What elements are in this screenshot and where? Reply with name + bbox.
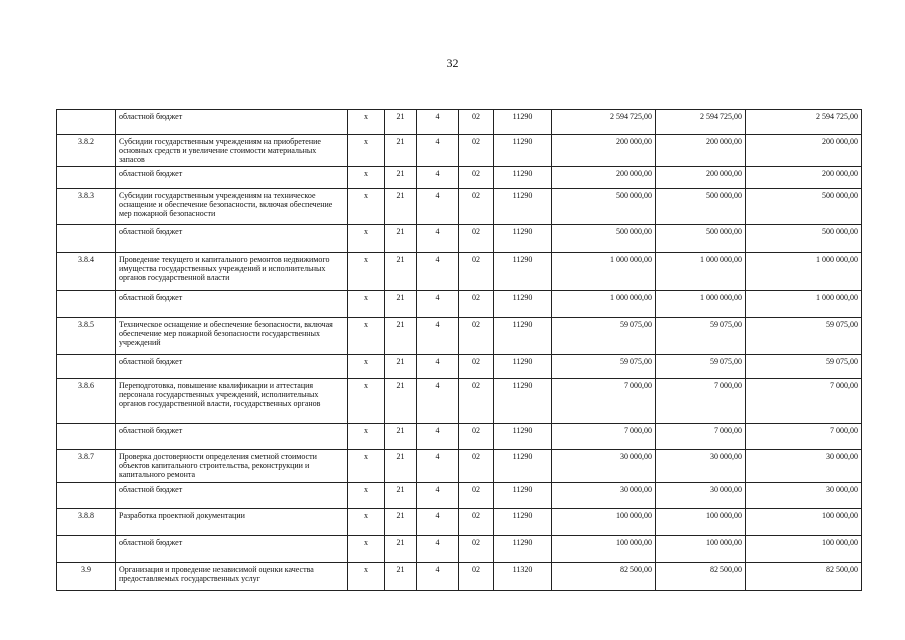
cell-c1: x: [348, 563, 385, 591]
cell-v2: 59 075,00: [656, 355, 746, 379]
cell-c3: 4: [417, 253, 459, 291]
row-name: Техническое оснащение и обеспечение безопасности, включая обеспечение мер пожарной безопасности государственных учреждений: [116, 318, 348, 355]
cell-v3: 30 000,00: [746, 450, 862, 483]
cell-c3: 4: [417, 450, 459, 483]
cell-v1: 100 000,00: [552, 536, 656, 563]
cell-c3: 4: [417, 536, 459, 563]
cell-v3: 1 000 000,00: [746, 253, 862, 291]
cell-c2: 21: [385, 424, 417, 450]
cell-v2: 500 000,00: [656, 225, 746, 253]
cell-c2: 21: [385, 355, 417, 379]
cell-c1: x: [348, 110, 385, 135]
cell-c4: 02: [459, 355, 494, 379]
cell-c4: 02: [459, 536, 494, 563]
cell-c1: x: [348, 291, 385, 318]
cell-c1: x: [348, 318, 385, 355]
cell-c3: 4: [417, 167, 459, 189]
cell-v1: 500 000,00: [552, 225, 656, 253]
cell-c3: 4: [417, 424, 459, 450]
row-name: областной бюджет: [116, 167, 348, 189]
cell-c3: 4: [417, 483, 459, 509]
row-number: 3.8.7: [57, 450, 116, 483]
cell-c1: x: [348, 450, 385, 483]
row-name: Переподготовка, повышение квалификации и аттестация персонала государственных учреждений, исполнительных органов государственной власти, государственных органов: [116, 379, 348, 424]
row-name: областной бюджет: [116, 110, 348, 135]
row-name: областной бюджет: [116, 225, 348, 253]
cell-v2: 1 000 000,00: [656, 291, 746, 318]
cell-c1: x: [348, 253, 385, 291]
cell-c3: 4: [417, 291, 459, 318]
cell-c1: x: [348, 355, 385, 379]
cell-v2: 30 000,00: [656, 483, 746, 509]
cell-c2: 21: [385, 379, 417, 424]
cell-c1: x: [348, 135, 385, 167]
cell-c3: 4: [417, 189, 459, 225]
cell-c2: 21: [385, 536, 417, 563]
row-number: [57, 483, 116, 509]
cell-c2: 21: [385, 167, 417, 189]
cell-c2: 21: [385, 318, 417, 355]
cell-v1: 7 000,00: [552, 379, 656, 424]
cell-c3: 4: [417, 563, 459, 591]
cell-c2: 21: [385, 135, 417, 167]
cell-c2: 21: [385, 483, 417, 509]
cell-v2: 7 000,00: [656, 379, 746, 424]
cell-c1: x: [348, 483, 385, 509]
cell-c2: 21: [385, 291, 417, 318]
cell-v3: 200 000,00: [746, 167, 862, 189]
cell-c2: 21: [385, 189, 417, 225]
row-number: 3.9: [57, 563, 116, 591]
cell-v2: 100 000,00: [656, 536, 746, 563]
cell-v2: 200 000,00: [656, 167, 746, 189]
row-name: областной бюджет: [116, 291, 348, 318]
cell-v2: 82 500,00: [656, 563, 746, 591]
table-row: [57, 167, 862, 189]
table-row: [57, 253, 862, 291]
cell-c3: 4: [417, 318, 459, 355]
cell-v1: 7 000,00: [552, 424, 656, 450]
cell-c4: 02: [459, 135, 494, 167]
cell-c5: 11290: [494, 253, 552, 291]
cell-v3: 100 000,00: [746, 536, 862, 563]
table-row: [57, 318, 862, 355]
row-name: Разработка проектной документации: [116, 509, 348, 536]
row-number: [57, 110, 116, 135]
cell-c5: 11290: [494, 483, 552, 509]
cell-c1: x: [348, 536, 385, 563]
cell-c4: 02: [459, 110, 494, 135]
row-name: областной бюджет: [116, 355, 348, 379]
cell-v1: 2 594 725,00: [552, 110, 656, 135]
table-row: [57, 135, 862, 167]
row-name: областной бюджет: [116, 483, 348, 509]
cell-c2: 21: [385, 253, 417, 291]
cell-v3: 100 000,00: [746, 509, 862, 536]
cell-c5: 11290: [494, 424, 552, 450]
cell-c4: 02: [459, 253, 494, 291]
cell-v1: 59 075,00: [552, 318, 656, 355]
row-name: Организация и проведение независимой оценки качества предоставляемых государственных услуг: [116, 563, 348, 591]
cell-c5: 11290: [494, 167, 552, 189]
cell-v3: 500 000,00: [746, 189, 862, 225]
row-name: областной бюджет: [116, 424, 348, 450]
row-number: 3.8.8: [57, 509, 116, 536]
cell-c3: 4: [417, 110, 459, 135]
row-number: [57, 225, 116, 253]
cell-c1: x: [348, 379, 385, 424]
cell-v3: 59 075,00: [746, 355, 862, 379]
cell-c2: 21: [385, 563, 417, 591]
row-number: 3.8.6: [57, 379, 116, 424]
cell-c1: x: [348, 189, 385, 225]
table-row: [57, 536, 862, 563]
cell-c5: 11290: [494, 318, 552, 355]
cell-c3: 4: [417, 135, 459, 167]
cell-v1: 200 000,00: [552, 167, 656, 189]
cell-v2: 200 000,00: [656, 135, 746, 167]
cell-c4: 02: [459, 189, 494, 225]
cell-c5: 11320: [494, 563, 552, 591]
cell-v2: 2 594 725,00: [656, 110, 746, 135]
cell-v3: 7 000,00: [746, 379, 862, 424]
cell-c5: 11290: [494, 291, 552, 318]
table-row: [57, 563, 862, 591]
cell-c2: 21: [385, 450, 417, 483]
cell-v2: 7 000,00: [656, 424, 746, 450]
table-row: [57, 291, 862, 318]
cell-c3: 4: [417, 509, 459, 536]
cell-v3: 7 000,00: [746, 424, 862, 450]
cell-c3: 4: [417, 355, 459, 379]
cell-v1: 30 000,00: [552, 450, 656, 483]
table-row: [57, 355, 862, 379]
cell-v3: 82 500,00: [746, 563, 862, 591]
cell-c4: 02: [459, 483, 494, 509]
cell-v2: 100 000,00: [656, 509, 746, 536]
cell-v1: 1 000 000,00: [552, 291, 656, 318]
cell-c3: 4: [417, 379, 459, 424]
row-name: Субсидии государственным учреждениям на техническое оснащение и обеспечение безопасности, включая обеспечение мер пожарной безопасности: [116, 189, 348, 225]
cell-v3: 200 000,00: [746, 135, 862, 167]
cell-c1: x: [348, 509, 385, 536]
cell-c3: 4: [417, 225, 459, 253]
table-row: [57, 483, 862, 509]
cell-v2: 30 000,00: [656, 450, 746, 483]
cell-v1: 59 075,00: [552, 355, 656, 379]
table-row: [57, 509, 862, 536]
cell-c4: 02: [459, 450, 494, 483]
table-row: [57, 450, 862, 483]
budget-table: [56, 109, 862, 591]
cell-c1: x: [348, 225, 385, 253]
cell-v1: 100 000,00: [552, 509, 656, 536]
table-row: [57, 189, 862, 225]
cell-c2: 21: [385, 110, 417, 135]
row-number: [57, 355, 116, 379]
cell-v3: 30 000,00: [746, 483, 862, 509]
row-number: [57, 291, 116, 318]
cell-c2: 21: [385, 509, 417, 536]
cell-v3: 2 594 725,00: [746, 110, 862, 135]
cell-c4: 02: [459, 379, 494, 424]
cell-c4: 02: [459, 225, 494, 253]
cell-v2: 59 075,00: [656, 318, 746, 355]
row-number: [57, 167, 116, 189]
cell-v3: 1 000 000,00: [746, 291, 862, 318]
cell-c2: 21: [385, 225, 417, 253]
row-name: Проведение текущего и капитального ремонтов недвижимого имущества государственных учреждений и исполнительных органов государственной власти: [116, 253, 348, 291]
cell-c5: 11290: [494, 355, 552, 379]
cell-c5: 11290: [494, 225, 552, 253]
cell-c5: 11290: [494, 450, 552, 483]
cell-v1: 30 000,00: [552, 483, 656, 509]
table-row: [57, 379, 862, 424]
row-number: [57, 424, 116, 450]
row-name: Субсидии государственным учреждениям на приобретение основных средств и увеличение стоимости материальных запасов: [116, 135, 348, 167]
cell-v3: 500 000,00: [746, 225, 862, 253]
row-name: областной бюджет: [116, 536, 348, 563]
row-number: [57, 536, 116, 563]
cell-c4: 02: [459, 167, 494, 189]
cell-c5: 11290: [494, 379, 552, 424]
row-number: 3.8.2: [57, 135, 116, 167]
cell-c1: x: [348, 424, 385, 450]
cell-c5: 11290: [494, 536, 552, 563]
page-number: 32: [446, 56, 459, 70]
table-row: [57, 424, 862, 450]
cell-v2: 500 000,00: [656, 189, 746, 225]
cell-c5: 11290: [494, 509, 552, 536]
cell-c4: 02: [459, 318, 494, 355]
cell-c4: 02: [459, 291, 494, 318]
cell-v1: 500 000,00: [552, 189, 656, 225]
table-row: [57, 110, 862, 135]
cell-v1: 82 500,00: [552, 563, 656, 591]
cell-c1: x: [348, 167, 385, 189]
cell-c4: 02: [459, 424, 494, 450]
cell-c4: 02: [459, 563, 494, 591]
row-number: 3.8.5: [57, 318, 116, 355]
cell-v2: 1 000 000,00: [656, 253, 746, 291]
table-row: [57, 225, 862, 253]
row-number: 3.8.4: [57, 253, 116, 291]
cell-v1: 200 000,00: [552, 135, 656, 167]
cell-v3: 59 075,00: [746, 318, 862, 355]
row-name: Проверка достоверности определения сметной стоимости объектов капитального строительства, реконструкции и капитального ремонта: [116, 450, 348, 483]
row-number: 3.8.3: [57, 189, 116, 225]
cell-c5: 11290: [494, 135, 552, 167]
cell-v1: 1 000 000,00: [552, 253, 656, 291]
cell-c5: 11290: [494, 110, 552, 135]
cell-c4: 02: [459, 509, 494, 536]
cell-c5: 11290: [494, 189, 552, 225]
